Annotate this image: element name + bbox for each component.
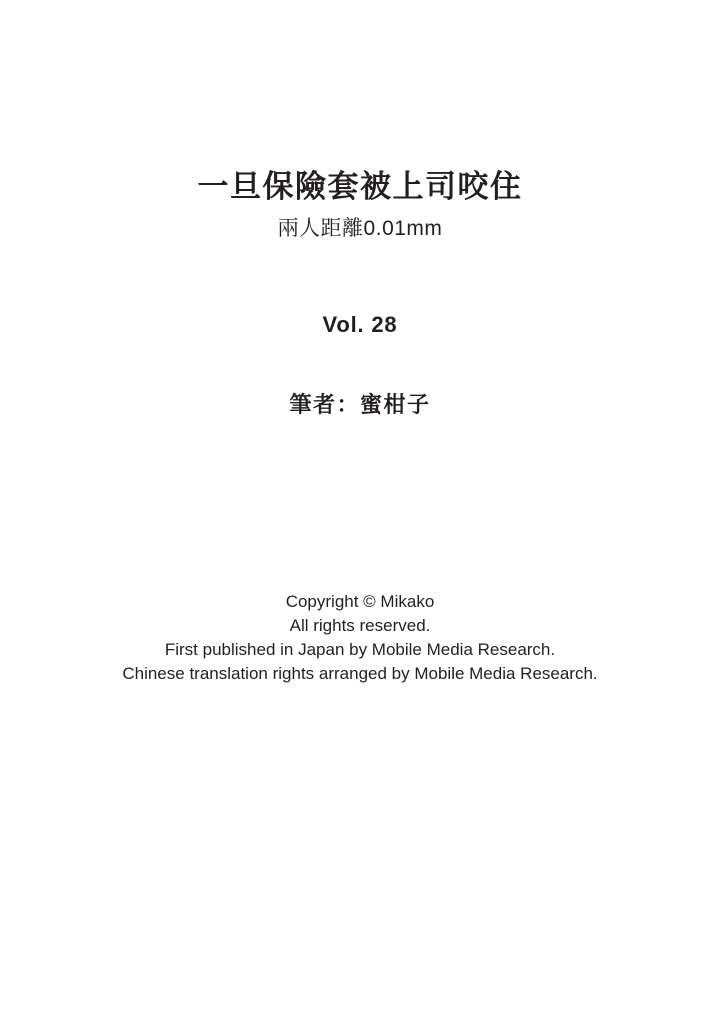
copyright-line: Chinese translation rights arranged by Mobile Media Research.	[122, 664, 598, 683]
title-block	[0, 168, 720, 241]
volume-label: Vol. 28	[322, 312, 398, 337]
page-subtitle: 兩人距離0.01mm	[277, 216, 443, 240]
author-label: 筆者：蜜柑子	[289, 392, 431, 417]
copyright-line: Copyright © Mikako	[285, 592, 435, 611]
copyright-line: First published in Japan by Mobile Media Research.	[164, 640, 556, 659]
copyright-line: All rights reserved.	[289, 616, 431, 635]
copyright-block	[0, 590, 720, 686]
page-title: 一旦保險套被上司咬住	[197, 169, 523, 204]
